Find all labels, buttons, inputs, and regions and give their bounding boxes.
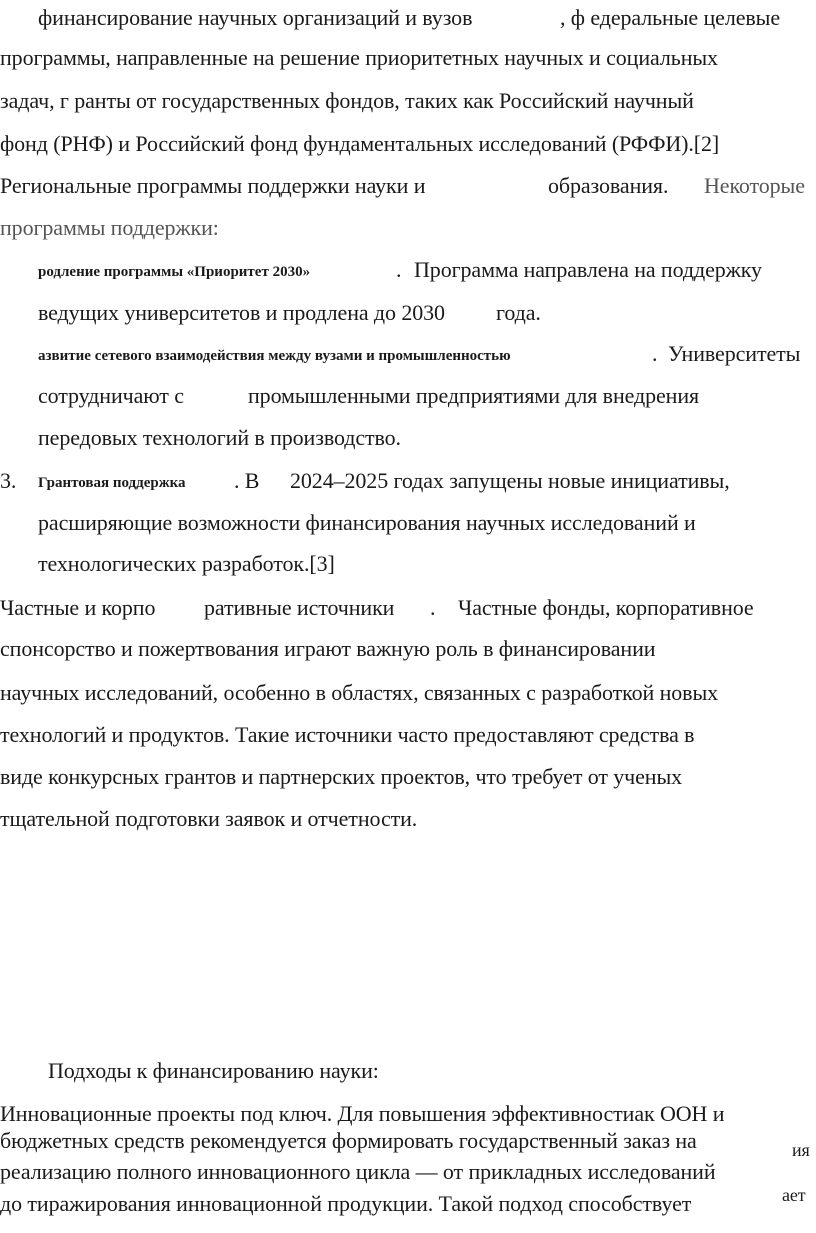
list-item-text: ведущих университетов и продлена до 2030 [38, 300, 445, 325]
list-item-text: промышленными предприятиями для внедрения [248, 383, 700, 408]
list-item-text: расширяющие возможности финансирования научных исследований и [38, 510, 696, 535]
list-item-text: Университеты [668, 341, 801, 366]
text-line: до тиражирования инновационной продукции. Такой подход способствует [0, 1191, 692, 1216]
text-line-fragment: ает [782, 1185, 806, 1205]
list-item-dot: . [396, 257, 402, 282]
text-line: задач, г ранты от государственных фондов, таких как Российский научный [0, 88, 694, 113]
text-line: тщательной подготовки заявок и отчетности. [0, 806, 418, 831]
list-item-title: азвитие сетевого взаимодействия между вузами и промышленностью [38, 348, 511, 364]
text-line: виде конкурсных грантов и партнерских проектов, что требует от ученых [0, 764, 683, 789]
text-line: бюджетных средств рекомендуется формировать государственный заказ на [0, 1128, 697, 1153]
text-line: Частные и корпо [0, 595, 156, 620]
text-line: Некоторые [704, 173, 805, 198]
text-line: , ф едеральные целевые [560, 5, 780, 30]
text-line: технологий и продуктов. Такие источники часто предоставляют средства в [0, 722, 695, 747]
list-item-title: родление программы «Приоритет 2030» [38, 264, 311, 280]
text-line: реализацию полного инновационного цикла — от прикладных исследований [0, 1159, 716, 1184]
list-item-text: технологических разработок.[3] [38, 551, 335, 576]
list-item-dot: . В [234, 468, 260, 493]
text-line: программы поддержки: [0, 215, 219, 240]
text-line: ративные источники [204, 595, 395, 620]
list-item-text: Программа направлена на поддержку [414, 257, 762, 282]
list-item-text: года. [496, 300, 541, 325]
text-line: . [430, 595, 436, 620]
list-item-title: Грантовая поддержка [38, 475, 186, 491]
list-number: 3. [0, 468, 17, 493]
text-line: образования. [548, 173, 669, 198]
text-line: спонсорство и пожертвования играют важную роль в финансировании [0, 636, 656, 661]
list-item-dot: . [652, 341, 658, 366]
text-line: фонд (РНФ) и Российский фонд фундаментальных исследований (РФФИ).[2] [0, 131, 720, 156]
text-line-fragment: ия [792, 1140, 810, 1160]
text-line: научных исследований, особенно в областях, связанных с разработкой новых [0, 680, 719, 705]
list-item-text: передовых технологий в производство. [38, 425, 401, 450]
text-line: Инновационные проекты под ключ. Для повышения эффективностиак ООН и [0, 1101, 725, 1126]
text-line: Региональные программы поддержки науки и [0, 173, 426, 198]
list-item-text: сотрудничают с [38, 383, 184, 408]
list-item-text: 2024–2025 годах запущены новые инициативы, [290, 468, 730, 493]
text-line: финансирование научных организаций и вузов [38, 5, 473, 30]
section-heading: Подходы к финансированию науки: [48, 1058, 379, 1083]
text-line: программы, направленные на решение приоритетных научных и социальных [0, 45, 718, 70]
text-line: Частные фонды, корпоративное [458, 595, 754, 620]
